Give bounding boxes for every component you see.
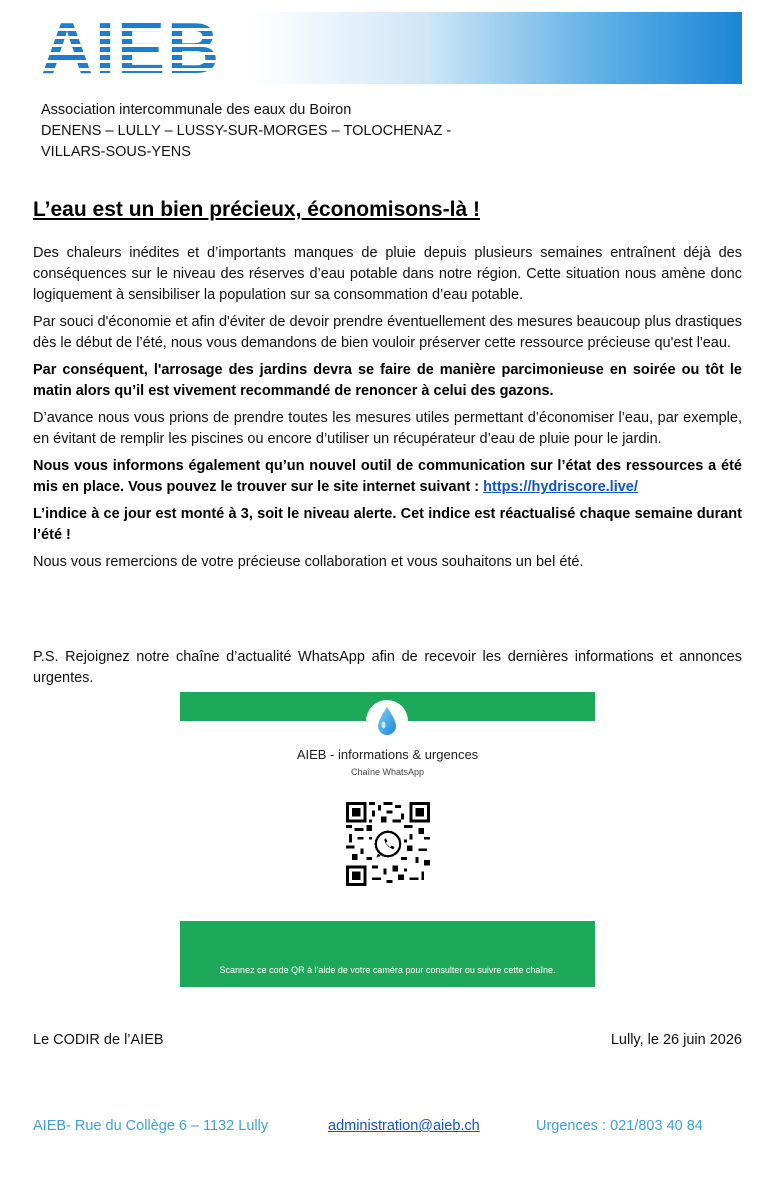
paragraph-6-text: L’indice à ce jour est monté à 3, soit le niveau alerte. Cet indice est réactualisé chaque semaine durant l’été ! [33, 506, 742, 543]
hydriscore-link[interactable]: https://hydriscore.live/ [483, 479, 638, 495]
whatsapp-qr-code[interactable] [346, 801, 430, 887]
whatsapp-card-footer [180, 921, 595, 987]
letter-body [33, 243, 742, 579]
signature: Le CODIR de l’AIEB [33, 1032, 164, 1048]
whatsapp-channel-title: AIEB - informations & urgences [296, 747, 479, 762]
aieb-logo: AIEB [41, 15, 261, 83]
paragraph-3 [33, 360, 742, 402]
qr-scan-instruction: Scannez ce code QR à l'aide de votre caméra pour consulter ou suivre cette chaîne. [219, 965, 556, 975]
communes-line-1: DENENS – LULLY – LUSSY-SUR-MORGES – TOLOCHENAZ - [41, 123, 452, 139]
whatsapp-channel-subtitle: Chaîne WhatsApp [350, 767, 425, 777]
footer-address: AIEB- Rue du Collège 6 – 1132 Lully [33, 1118, 269, 1134]
paragraph-3-text: Par conséquent, l'arrosage des jardins devra se faire de manière parcimonieuse en soirée ou tôt le matin alors qu’il est vivement recommandé de renoncer à celui des gazons. [33, 362, 742, 399]
paragraph-1: Des chaleurs inédites et d’importants manques de pluie depuis plusieurs semaines entraînent déjà des conséquences sur le niveau des réserves d’eau potable dans notre région. Cette situation nous amène donc logiquement à sensibiliser la population sur sa consommation d’eau potable. [33, 245, 742, 303]
footer-email-link[interactable]: administration@aieb.ch [328, 1118, 480, 1134]
page-title: L’eau est un bien précieux, économisons-là ! [33, 198, 480, 221]
paragraph-6 [33, 504, 742, 546]
postscript: P.S. Rejoignez notre chaîne d’actualité WhatsApp afin de recevoir les dernières informations et annonces urgentes. [33, 649, 742, 686]
paragraph-7: Nous vous remercions de votre précieuse collaboration et vous souhaitons un bel été. [33, 554, 584, 570]
communes-line-2: VILLARS-SOUS-YENS [41, 144, 191, 160]
paragraph-4: D’avance nous vous prions de prendre toutes les mesures utiles permettant d’économiser l’eau, par exemple, en évitant de remplir les piscines ou encore d’utiliser un récupérateur d’eau de pluie pour le jardin. [33, 410, 742, 447]
paragraph-5 [33, 456, 742, 498]
association-info [41, 100, 451, 163]
association-name: Association intercommunale des eaux du Boiron [41, 102, 352, 118]
place-date: Lully, le 26 juin 2026 [610, 1032, 742, 1048]
paragraph-5-text: Nous vous informons également qu’un nouvel outil de communication sur l’état des ressources a été mis en place. Vous pouvez le trouver sur le site internet suivant : [33, 458, 742, 495]
water-drop-icon [366, 700, 408, 742]
paragraph-2: Par souci d'économie et afin d'éviter de devoir prendre éventuellement des mesures beaucoup plus drastiques dès le début de l’été, nous vous demandons de bien vouloir préserver cette ressource précieuse qu'est l'eau. [33, 314, 742, 351]
footer-urgences: Urgences : 021/803 40 84 [536, 1118, 703, 1134]
